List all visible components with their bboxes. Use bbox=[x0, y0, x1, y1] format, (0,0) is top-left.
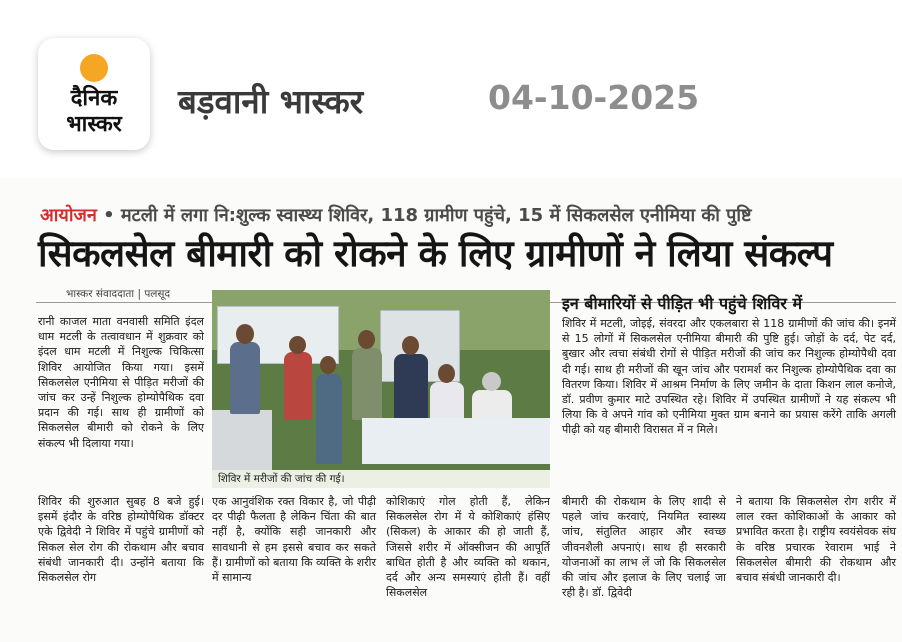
subheading: इन बीमारियों से पीड़ित भी पहुंचे शिविर में bbox=[562, 294, 803, 313]
kicker-tag: आयोजन bbox=[40, 205, 97, 226]
logo-line2: भास्कर bbox=[66, 112, 122, 137]
dainik-bhaskar-logo[interactable] bbox=[38, 38, 150, 150]
column-5: ने बताया कि सिकलसेल रोग शरीर में लाल रक्त कोशिकाओं के आकार को प्रभावित करता है। राष्ट्रीय स्वयंसेवक संघ के वरिष्ठ प्रचारक रेवाराम भाई ने सिकलसेल बीमारी की रोकथाम और बचाव संबंधी जानकारी दी। bbox=[736, 495, 896, 585]
photo-head bbox=[289, 336, 306, 354]
photo-caption: शिविर में मरीजों की जांच की गई। bbox=[212, 470, 550, 488]
headline: सिकलसेल बीमारी को रोकने के लिए ग्रामीणों ने लिया संकल्प bbox=[38, 232, 833, 275]
photo-head bbox=[320, 356, 336, 374]
photo-head bbox=[358, 330, 375, 349]
header bbox=[0, 0, 902, 175]
photo-person bbox=[316, 374, 342, 464]
column-4: बीमारी की रोकथाम के लिए शादी से पहले जांच करवाएं, नियमित स्वास्थ्य जांच, संतुलित आहार और स्वच्छ जीवनशैली अपनाएं। साथ ही सरकारी योजनाओं का लाभ लें जो कि सिकलसेल की जांच और इलाज के लिए चलाई जा रही है। डॉ. द्विवेदी bbox=[562, 495, 726, 600]
column-left-bottom: शिविर की शुरुआत सुबह 8 बजे हुई। इसमें इंदौर के वरिष्ठ होम्योपैथिक डॉक्टर एके द्विवेदी ने शिविर में पहुंचे ग्रामीणों को सिकल सेल रोग की रोकथाम और बचाव संबंधी जानकारी दी। उन्होंने बताया कि सिकलसेल रोग bbox=[38, 495, 204, 585]
photo-head bbox=[482, 372, 501, 391]
photo-head bbox=[236, 324, 254, 344]
article-photo bbox=[212, 290, 550, 486]
byline: भास्कर संवाददाता | पलसूद bbox=[66, 288, 171, 300]
photo-head bbox=[438, 364, 455, 383]
kicker-text: • मटली में लगा नि:शुल्क स्वास्थ्य शिविर, 118 ग्रामीण पहुंचे, 15 में सिकलसेल एनीमिया की पुष्टि bbox=[96, 205, 752, 226]
photo-person bbox=[352, 348, 382, 420]
sun-icon bbox=[80, 54, 108, 82]
column-left-top: रानी काजल माता वनवासी समिति इंदल धाम मटली के तत्वावधान में शुक्रवार को इंदल धाम मटली में निशुल्क चिकित्सा शिविर आयोजित किया गया। इसमें सिकलसेल एनीमिया से पीड़ित मरीजों की जांच कर उन्हें निशुल्क होम्योपैथिक दवा प्रदान की गई। साथ ही ग्रामीणों को सिकलसेल बीमारी को रोकने के लिए संकल्प भी दिलाया गया। bbox=[38, 315, 204, 450]
photo-person bbox=[230, 342, 260, 414]
logo-line1: दैनिक bbox=[70, 86, 118, 111]
edition-title: बड़वानी भास्कर bbox=[178, 82, 364, 121]
column-3: कोशिकाएं गोल होती हैं, लेकिन सिकलसेल रोग में ये कोशिकाएं हंसिए (सिकल) के आकार की हो जाती हैं, जिससे शरीर में ऑक्सीजन की आपूर्ति बाधित होती है और व्यक्ति को थकान, दर्द और अन्य समस्याएं होती हैं। वहीं सिकलसेल bbox=[386, 495, 550, 600]
edition-date: 04-10-2025 bbox=[488, 78, 700, 117]
photo-person bbox=[394, 354, 428, 420]
column-right-top: शिविर में मटली, जोइई, संवरदा और एकलबारा से 118 ग्रामीणों की जांच की। इनमें से 15 लोगों में सिकलसेल एनीमिया बीमारी की पुष्टि हुई। जोड़ों के दर्द, पेट दर्द, बुखार और त्वचा संबंधी रोगों से पीड़ित मरीजों की जांच कर निशुल्क होम्योपैथी दवा दी गई। साथ ही मरीजों की खून जांच और परामर्श कर निशुल्क होम्योपैथिक दवा का वितरण किया। शिविर में आश्रम निर्माण के लिए जमीन के दाता किशन लाल कनोजे, डॉ. प्रवीण कुमार माटे उपस्थित रहे। शिविर में उपस्थित ग्रामीणों ने यह संकल्प भी लिया कि वे अपने गांव को एनीमिया मुक्त ग्राम बनाने का प्रयास करेंगे ताकि अगली पीढ़ी को यह बीमारी विरासत में न मिले। bbox=[562, 317, 896, 437]
photo-head bbox=[402, 336, 419, 355]
column-2: एक आनुवंशिक रक्त विकार है, जो पीढ़ी दर पीढ़ी फैलता है लेकिन चिंता की बात नहीं है, क्योंकि सही जानकारी और सावधानी से हम इससे बचाव कर सकते हैं। ग्रामीणों को बताया कि व्यक्ति के शरीर में सामान्य bbox=[212, 495, 376, 585]
kicker bbox=[40, 203, 752, 227]
photo-person bbox=[284, 352, 312, 420]
photo-table bbox=[362, 418, 550, 464]
